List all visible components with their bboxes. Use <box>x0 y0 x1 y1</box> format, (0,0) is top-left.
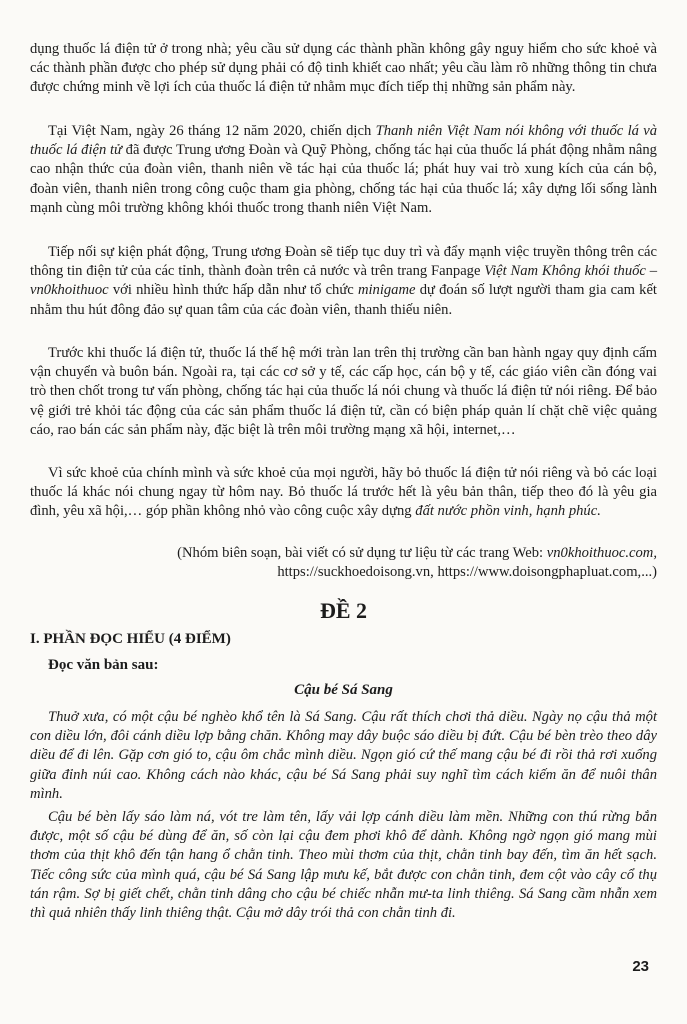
paragraph-campaign: Tại Việt Nam, ngày 26 tháng 12 năm 2020, chiến dịch Thanh niên Việt Nam nói không với thuốc lá và thuốc lá điện tử đã được Trung ương Đoàn và Quỹ Phòng, chống tác hại của thuốc lá phát động nhằm nâng cao nhận thức của đoàn viên, thanh niên về tác hại của thuốc lá; phát huy vai trò xung kích của cán bộ, đoàn viên, thanh niên trong công cuộc tham gia phòng, chống tác hại của thuốc lá; xây dựng lối sống lành mạnh cùng môi trường không khói thuốc trong thanh niên Việt Nam. <box>30 123 658 216</box>
story-title: Cậu bé Sá Sang <box>294 682 393 698</box>
paragraph-regulation: Trước khi thuốc lá điện tử, thuốc lá thế hệ mới tràn lan trên thị trường cần ban hành ngay quy định cấm vận chuyển và buôn bán. Ngoài ra, tại các cơ sở y tế, các cấp học, cán bộ y tế, các giáo viên cần đóng vai trò then chốt trong tư vấn phòng, chống tác hại của thuốc lá nói chung và thuốc lá điện tử nói riêng. Để bảo vệ giới trẻ khỏi tác động của các sản phẩm thuốc lá điện tử, cần có biện pháp quản lí chặt chẽ việc quảng cáo, rao bán các sản phẩm này, đặc biệt là trên môi trường mạng xã hội, internet,… <box>30 345 657 438</box>
exam-title: ĐỀ 2 <box>319 598 368 623</box>
reading-instruction: Đọc văn bản sau: <box>48 657 159 673</box>
paragraph-quit-smoking: Vì sức khoẻ của chính mình và sức khoẻ của mọi người, hãy bỏ thuốc lá điện tử nói riêng và bỏ các loại thuốc lá khác nói chung ngay từ hôm nay. Bỏ thuốc lá trước hết là yêu bản thân, tiếp theo đó là yêu gia đình, yêu xã hội,… góp phần không nhỏ vào công cuộc xây dựng đất nước phồn vinh, hạnh phúc. <box>30 465 657 520</box>
paragraph-top: dụng thuốc lá điện tử ở trong nhà; yêu cầu sử dụng các thành phần không gây nguy hiểm cho sức khoẻ và các thành phần được cho phép sử dụng phải có độ tinh khiết cao nhất; yêu cầu làm rõ những thông tin chưa được chứng minh về lợi ích của thuốc lá điện tử nhằm mục đích tiếp thị những sản phẩm này. <box>30 41 657 96</box>
page-number: 23 <box>632 958 649 975</box>
section-heading: I. PHẦN ĐỌC HIỂU (4 ĐIỂM) <box>30 631 231 647</box>
story-paragraph-1: Thuở xưa, có một cậu bé nghèo khổ tên là Sá Sang. Cậu rất thích chơi thả diều. Ngày nọ cậu thả một con diều lớn, đôi cánh diều lợp bằng chăn. Không may dây buộc sáo diều bị đứt. Cậu bé bèn trèo theo dây diều để đi lên. Gặp cơn gió to, cậu ôm chắc mình diều. Ngọn gió cứ thế mang cậu bé đi rồi thả rơi xuống giữa đỉnh núi cao. Không cách nào khác, cậu bé Sá Sang phải suy nghĩ tìm cách kiếm ăn để nuôi thân mình. <box>30 709 657 802</box>
paragraph-continuation: Tiếp nối sự kiện phát động, Trung ương Đoàn sẽ tiếp tục duy trì và đẩy mạnh việc truyền thông trên các thông tin điện tử của các tỉnh, thành đoàn trên cả nước và trên trang Fanpage Việt Nam Không khói thuốc – vn0khoithuoc với nhiều hình thức hấp dẫn như tổ chức minigame dự đoán số lượt người tham gia cam kết nhằm thu hút đông đảo sự quan tâm của các đoàn viên, thanh thiếu niên. <box>30 244 658 318</box>
story-paragraph-2: Cậu bé bèn lấy sáo làm ná, vót tre làm tên, lấy vải lợp cánh diều làm mền. Những con thú rừng bắn được, một số cậu bé dùng để ăn, số còn lại cậu đem phơi khô để dành. Không ngờ ngọn gió mang mùi thơm của thịt khô đến tận hang ổ chằn tinh. Theo mùi thơm của thịt, chằn tinh bay đến, tìm ăn hết sạch. Tiếc công sức của mình quá, cậu bé Sá Sang lập mưu kế, bắt được con chằn tinh, đem cột vào cây cổ thụ tán rậm. Sợ bị giết chết, chằn tinh dâng cho cậu bé chiếc nhẫn mư-ta linh thiêng. Sá Sang cầm nhẫn xem thì quả nhiên thấy linh thiêng thật. Cậu mở dây trói thả con chằn tinh đi. <box>30 809 657 922</box>
citation: (Nhóm biên soạn, bài viết có sử dụng tư liệu từ các trang Web: vn0khoithuoc.com, https://suckhoedoisong.vn, https://www.doisongphapluat.com,...) <box>177 545 657 581</box>
